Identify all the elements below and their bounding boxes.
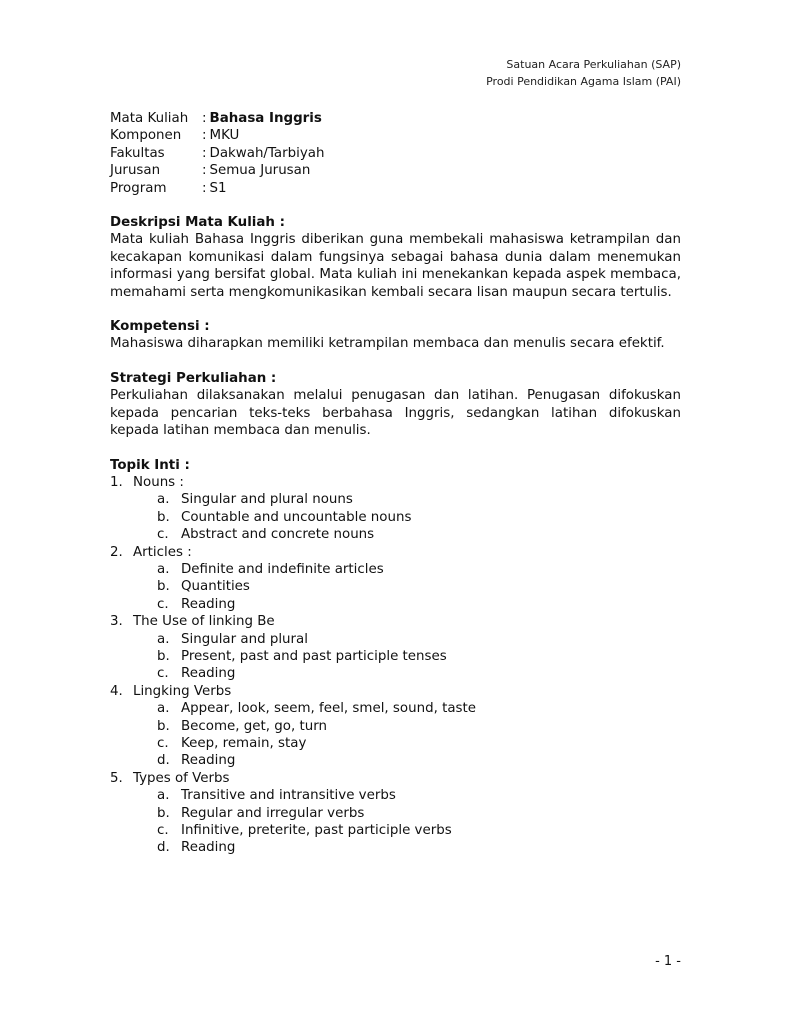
subtopic-letter: a. bbox=[157, 492, 170, 508]
info-value: Dakwah/Tarbiyah bbox=[209, 145, 325, 161]
topic-label: Articles : bbox=[133, 544, 192, 560]
subtopic-item bbox=[133, 665, 681, 682]
info-separator: : bbox=[202, 145, 207, 161]
deskripsi-body: Mata kuliah Bahasa Inggris diberikan guna membekali mahasiswa ketrampilan dan kecakapan komunikasi dalam fungsinya sebagai bahasa dunia dalam menemukan informasi yang bersifat global. Mata kuliah ini menekankan kepada aspek membaca, memahami serta mengkomunikasikan kembali secara lisan maupun secara tertulis. bbox=[110, 232, 681, 300]
subtopic-item bbox=[133, 491, 681, 508]
info-key: Jurusan bbox=[110, 163, 161, 179]
subtopic-text: Appear, look, seem, feel, smel, sound, taste bbox=[181, 701, 476, 717]
strategi-body: Perkuliahan dilaksanakan melalui penugasan dan latihan. Penugasan difokuskan kepada pencarian teks-teks berbahasa Inggris, sedangkan latihan difokuskan kepada latihan membaca dan menulis. bbox=[110, 388, 681, 439]
subtopic-item bbox=[133, 596, 681, 613]
subtopic-letter: b. bbox=[157, 579, 170, 595]
subtopic-letter: c. bbox=[157, 823, 169, 839]
topic-item bbox=[110, 474, 681, 544]
info-row bbox=[110, 180, 681, 197]
subtopic-letter: b. bbox=[157, 509, 170, 525]
strategi-title: Strategi Perkuliahan : bbox=[110, 370, 277, 386]
page-header bbox=[486, 56, 681, 90]
deskripsi-title: Deskripsi Mata Kuliah : bbox=[110, 215, 285, 231]
info-value: S1 bbox=[209, 180, 227, 196]
subtopic-letter: a. bbox=[157, 631, 170, 647]
subtopic-text: Singular and plural bbox=[181, 631, 308, 647]
topic-number: 5. bbox=[110, 770, 123, 786]
topic-number: 3. bbox=[110, 614, 123, 630]
topic-number: 1. bbox=[110, 474, 123, 490]
subtopic-text: Quantities bbox=[181, 579, 250, 595]
info-value: Bahasa Inggris bbox=[209, 111, 322, 126]
subtopic-letter: c. bbox=[157, 596, 169, 612]
subtopic-item bbox=[133, 822, 681, 839]
deskripsi-section bbox=[110, 214, 681, 301]
subtopic-text: Become, get, go, turn bbox=[181, 718, 327, 734]
subtopic-text: Reading bbox=[181, 840, 236, 856]
course-info bbox=[110, 110, 681, 197]
info-key: Mata Kuliah bbox=[110, 111, 189, 126]
subtopic-item bbox=[133, 561, 681, 578]
info-separator: : bbox=[202, 128, 207, 144]
info-value: MKU bbox=[209, 128, 240, 144]
document-body bbox=[110, 110, 681, 857]
kompetensi-section bbox=[110, 318, 681, 353]
subtopic-letter: a. bbox=[157, 701, 170, 717]
subtopic-item bbox=[133, 787, 681, 804]
subtopic-item bbox=[133, 735, 681, 752]
header-line-1: Satuan Acara Perkuliahan (SAP) bbox=[506, 58, 681, 71]
topic-label: The Use of linking Be bbox=[133, 614, 275, 630]
subtopic-letter: a. bbox=[157, 788, 170, 804]
subtopic-item bbox=[133, 805, 681, 822]
info-key: Program bbox=[110, 180, 167, 196]
subtopic-list bbox=[133, 631, 681, 683]
subtopic-text: Present, past and past participle tenses bbox=[181, 648, 447, 664]
subtopic-text: Abstract and concrete nouns bbox=[181, 527, 375, 543]
subtopic-letter: c. bbox=[157, 736, 169, 751]
subtopic-text: Reading bbox=[181, 753, 236, 769]
subtopic-letter: d. bbox=[157, 753, 170, 769]
subtopic-item bbox=[133, 578, 681, 595]
subtopic-text: Transitive and intransitive verbs bbox=[181, 788, 396, 804]
subtopic-text: Reading bbox=[181, 596, 236, 612]
subtopic-list bbox=[133, 561, 681, 613]
info-value: Semua Jurusan bbox=[209, 163, 311, 179]
subtopic-text: Definite and indefinite articles bbox=[181, 561, 384, 577]
info-row bbox=[110, 162, 681, 179]
subtopic-letter: b. bbox=[157, 718, 170, 734]
kompetensi-title: Kompetensi : bbox=[110, 319, 210, 335]
subtopic-list bbox=[133, 700, 681, 770]
info-separator: : bbox=[202, 111, 207, 126]
kompetensi-body: Mahasiswa diharapkan memiliki ketrampilan membaca dan menulis secara efektif. bbox=[110, 336, 665, 352]
subtopic-text: Infinitive, preterite, past participle verbs bbox=[181, 823, 452, 839]
subtopic-item bbox=[133, 718, 681, 735]
subtopic-item bbox=[133, 648, 681, 665]
subtopic-text: Singular and plural nouns bbox=[181, 492, 353, 508]
topic-item bbox=[110, 613, 681, 683]
subtopic-item bbox=[133, 509, 681, 526]
strategi-section bbox=[110, 370, 681, 440]
subtopic-letter: c. bbox=[157, 527, 169, 543]
subtopic-item bbox=[133, 526, 681, 543]
subtopic-item bbox=[133, 631, 681, 648]
topic-number: 4. bbox=[110, 683, 123, 699]
topic-item bbox=[110, 683, 681, 770]
page-number: - 1 - bbox=[655, 954, 681, 969]
subtopic-item bbox=[133, 752, 681, 769]
topic-label: Types of Verbs bbox=[133, 770, 230, 786]
subtopic-list bbox=[133, 491, 681, 543]
info-separator: : bbox=[202, 163, 207, 179]
subtopic-letter: b. bbox=[157, 805, 170, 821]
subtopic-item bbox=[133, 700, 681, 717]
subtopic-text: Regular and irregular verbs bbox=[181, 805, 365, 821]
subtopic-letter: a. bbox=[157, 561, 170, 577]
subtopic-item bbox=[133, 839, 681, 856]
topik-section bbox=[110, 457, 681, 857]
info-separator: : bbox=[202, 180, 207, 196]
subtopic-letter: d. bbox=[157, 840, 170, 856]
topic-label: Lingking Verbs bbox=[133, 683, 232, 699]
topic-label: Nouns : bbox=[133, 474, 184, 490]
info-key: Fakultas bbox=[110, 145, 165, 161]
topik-title: Topik Inti : bbox=[110, 457, 190, 473]
topic-item bbox=[110, 544, 681, 614]
topic-number: 2. bbox=[110, 544, 123, 560]
info-key: Komponen bbox=[110, 128, 182, 144]
header-line-2: Prodi Pendidikan Agama Islam (PAI) bbox=[486, 75, 681, 88]
subtopic-text: Keep, remain, stay bbox=[181, 736, 307, 751]
info-row bbox=[110, 145, 681, 162]
subtopic-letter: b. bbox=[157, 648, 170, 664]
subtopic-letter: c. bbox=[157, 666, 169, 682]
info-row bbox=[110, 127, 681, 144]
topic-item bbox=[110, 770, 681, 857]
topic-list bbox=[110, 474, 681, 857]
subtopic-list bbox=[133, 787, 681, 857]
info-row bbox=[110, 110, 681, 127]
subtopic-text: Reading bbox=[181, 666, 236, 682]
subtopic-text: Countable and uncountable nouns bbox=[181, 509, 412, 525]
